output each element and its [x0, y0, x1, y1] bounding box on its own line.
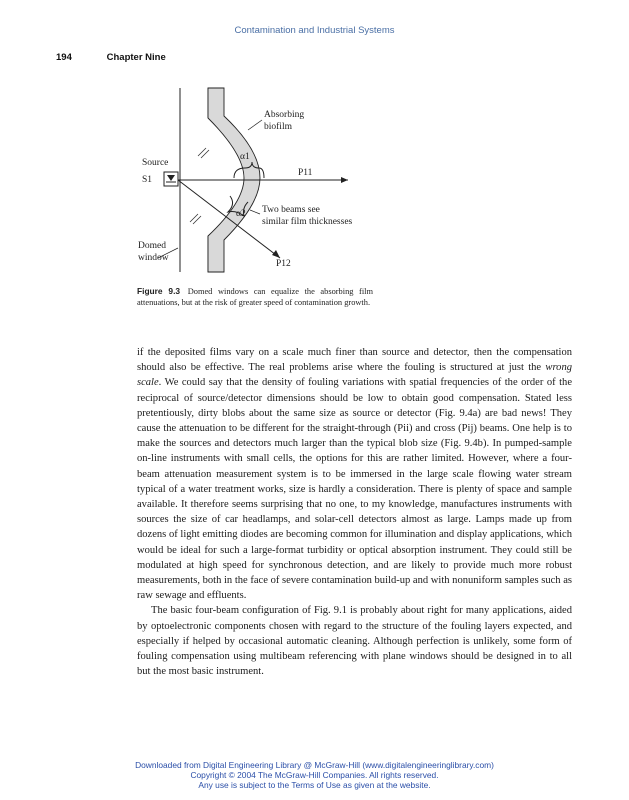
caption-label: Figure 9.3: [137, 286, 181, 296]
chapter-title: Chapter Nine: [106, 52, 166, 63]
page-header: [56, 52, 166, 63]
figure-diagram: [130, 86, 390, 276]
label-absorbing: Absorbing: [264, 110, 305, 120]
leader-line: [250, 210, 260, 214]
page-number: 194: [56, 52, 72, 63]
footer-copyright: Copyright © 2004 The McGraw-Hill Companies. All rights reserved.: [190, 770, 439, 780]
paragraph: The basic four-beam configuration of Fig. 9.1 is probably about right for many applications, aided by optoelectronic components chosen with regard to the structure of the fouling layers expected, and especially if helped by occasional automatic cleaning. Although perfection is unlikely, some form of fouling compensation using multibeam referencing with plane windows should be designed in to all but the most basic instrument.: [137, 605, 572, 678]
label-source: Source: [142, 158, 169, 168]
running-head: Contamination and Industrial Systems: [234, 25, 395, 36]
footer: [0, 760, 629, 790]
label-alpha1: α1: [240, 152, 250, 162]
label-p12: P12: [276, 259, 291, 269]
label-s1: S1: [142, 175, 153, 185]
caption-text: Domed windows can equalize the absorbing film attenuations, but at the risk of greater speed of contamination growth.: [137, 287, 374, 307]
leader-line: [248, 120, 262, 130]
label-p11: P11: [298, 168, 313, 178]
label-two-beams: Two beams see: [262, 205, 320, 215]
label-window: window: [138, 253, 169, 263]
figure-caption: [137, 286, 373, 308]
label-similar-film: similar film thicknesses: [262, 217, 353, 227]
figure-domed-window: [130, 86, 390, 276]
footer-download-link[interactable]: Downloaded from Digital Engineering Library @ McGraw-Hill (www.digitalengineeringlibrary.com): [135, 760, 494, 770]
label-domed: Domed: [138, 241, 166, 251]
footer-terms[interactable]: Any use is subject to the Terms of Use as given at the website.: [198, 780, 431, 790]
paragraph: if the deposited films vary on a scale much finer than source and detector, then the compensation should also be effective. The real problems arise where the fouling is structured at just the wrong scale. We could say that the density of fouling variations with spatial frequencies of the order of the reciprocal of source/detector dimensions should be low to obtain good compensation. Stated less pretentiously, dirty blobs about the same size as source or detector (Fig. 9.4a) are bad news! They cause the attenuation to be different for the straight-through (Pii) and cross (Pij) beams. One help is to make the sources and detectors much larger than the typical blob size (Fig. 9.4b). In pumped-sample on-line instruments with small cells, the options for this are rather limited. However, where a four-beam attenuation measurement system is to be immersed in the large scale flowing water stream typical of a water treatment works, size is hardly a consideration. There is plenty of space and sample available. It therefore seems surprising that no one, to my knowledge, manufactures instruments with sources the size of car headlamps, and solar-cell detectors almost as large. Lamps made up from dozens of light emitting diodes are becoming common for illumination and display applications, which would be ideal for such a large-format turbidity or optical absorption instrument. They could still be modulated at high speed for synchronous detection, and are likely to provide much more robust measurements, both in the face of severe contamination build-up and with nonuniform samples such as raw sewage and effluents.: [137, 347, 572, 602]
window-hatch: [190, 148, 209, 224]
arrowhead-icon: [272, 250, 280, 258]
body-text: [137, 345, 572, 679]
arrowhead-icon: [341, 177, 348, 183]
label-biofilm: biofilm: [264, 122, 292, 132]
emphasis: wrong scale: [137, 362, 572, 389]
label-alpha2: α2: [236, 209, 246, 219]
